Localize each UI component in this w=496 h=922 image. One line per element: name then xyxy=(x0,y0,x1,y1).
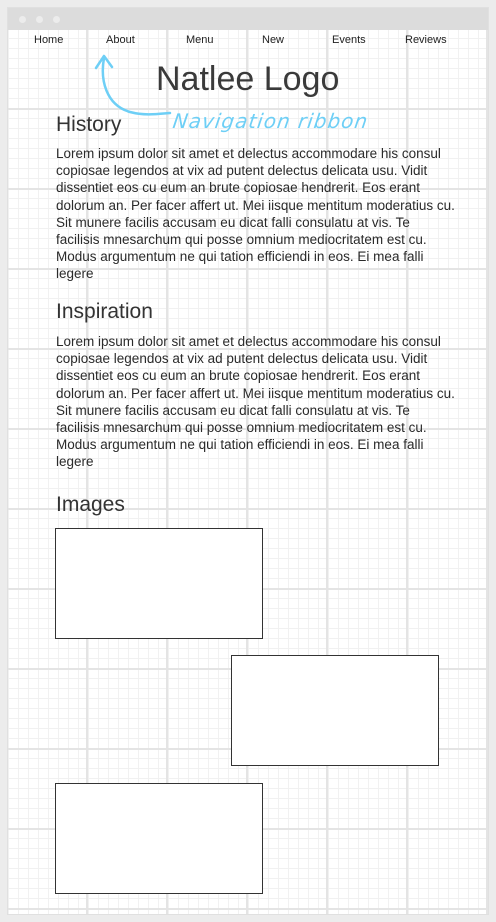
history-body: Lorem ipsum dolor sit amet et delectus accommodare his consul copiosae legendos at vix ad putent delectus delicata usu. Vidit dissentiet eos cu eum an brute copiosae hendrerit. Eos erant dolorum an. Per facer affert ut. Mei iisque mentitum moderatius cu. Sit munere facilis accusam eu dicat falli consulatu at vis. Te facilisis mnesarchum qui posse omnium mediocritatem est cu. Modus argumentum ne qui tation efficiendi in eos. Ei mea falli legere xyxy=(56,146,455,282)
window-maximize-dot[interactable] xyxy=(53,16,60,23)
image-placeholder-3[interactable] xyxy=(55,783,263,894)
nav-item-events[interactable]: Events xyxy=(332,34,366,46)
history-heading: History xyxy=(56,113,122,136)
window-titlebar xyxy=(8,8,488,30)
inspiration-body: Lorem ipsum dolor sit amet et delectus accommodare his consul copiosae legendos at vix ad putent delectus delicata usu. Vidit dissentiet eos cu eum an brute copiosae hendrerit. Eos erant dolorum an. Per facer affert ut. Mei iisque mentitum moderatius cu. Sit munere facilis accusam eu dicat falli consulatu at vis. Te facilisis mnesarchum qui posse omnium mediocritatem est cu. Modus argumentum ne qui tation efficiendi in eos. Ei mea falli legere xyxy=(56,334,455,470)
annotation-label: Navigation ribbon xyxy=(171,109,370,133)
image-placeholder-2[interactable] xyxy=(231,655,439,766)
nav-item-about[interactable]: About xyxy=(106,34,135,46)
nav-item-new[interactable]: New xyxy=(262,34,285,46)
images-heading: Images xyxy=(56,493,125,516)
site-logo-text: Natlee Logo xyxy=(156,60,340,98)
image-placeholder-1[interactable] xyxy=(55,528,263,639)
nav-item-home[interactable]: Home xyxy=(34,34,64,46)
window-close-dot[interactable] xyxy=(19,16,26,23)
window-minimize-dot[interactable] xyxy=(36,16,43,23)
nav-item-menu[interactable]: Menu xyxy=(186,34,214,46)
browser-window xyxy=(8,8,488,914)
nav-item-reviews[interactable]: Reviews xyxy=(405,34,447,46)
inspiration-heading: Inspiration xyxy=(56,300,153,323)
navigation-ribbon xyxy=(8,34,488,52)
